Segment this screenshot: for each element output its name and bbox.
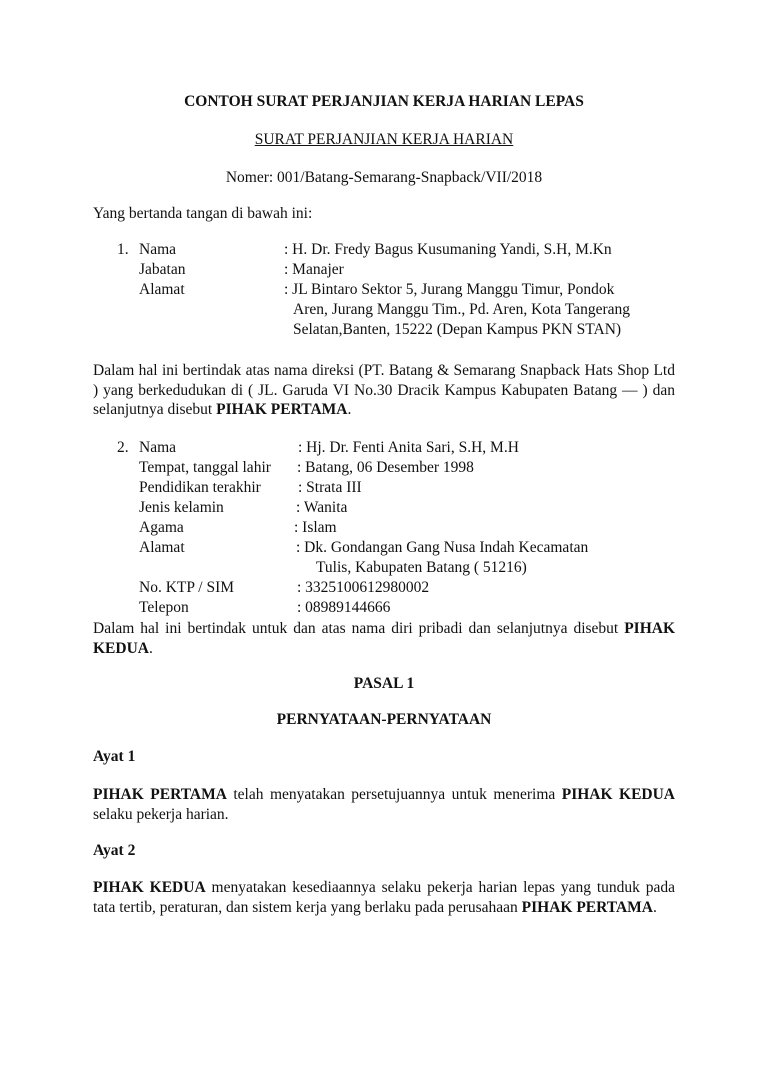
clause-two-text-1: menyatakan kesediaannya selaku pekerja harian lepas yang tunduk pada tata tertib, peraturan, dan sistem kerja yang berlaku pada perusahaan xyxy=(93,879,675,916)
party-two-address-label: Alamat xyxy=(139,539,185,556)
party-two-religion-value: : Islam xyxy=(294,519,337,536)
party-two-paragraph-text: Dalam hal ini bertindak untuk dan atas nama diri pribadi dan selanjutnya disebut xyxy=(93,620,625,637)
article-title: PERNYATAAN-PERNYATAAN xyxy=(276,711,492,728)
party-two-number: 2. xyxy=(117,439,129,456)
party-two-designation: PIHAK KEDUA xyxy=(93,620,675,657)
party-two-birth-label: Tempat, tanggal lahir xyxy=(139,459,271,476)
party-one-paragraph xyxy=(93,361,675,420)
party-two-name-label: Nama xyxy=(139,439,177,456)
document-heading: CONTOH SURAT PERJANJIAN KERJA HARIAN LEPAS xyxy=(184,93,584,110)
clause-two-bold-2: PIHAK PERTAMA xyxy=(521,898,653,916)
clause-one-heading: Ayat 1 xyxy=(93,748,136,765)
clause-two-heading: Ayat 2 xyxy=(93,842,136,859)
party-one-paragraph-text: Dalam hal ini bertindak atas nama direksi (PT. Batang & Semarang Snapback Hats Shop Ltd ) yang berkedudukan di ( JL. Garuda VI No.30 Dracik Kampus Kabupaten Batang — ) dan selanjutnya disebut xyxy=(93,362,675,418)
party-two-gender-label: Jenis kelamin xyxy=(139,499,224,516)
party-one-address-line2: Aren, Jurang Manggu Tim., Pd. Aren, Kota Tangerang xyxy=(293,301,631,318)
party-one-number: 1. xyxy=(117,241,129,258)
party-one-name-value: : H. Dr. Fredy Bagus Kusumaning Yandi, S.H, M.Kn xyxy=(284,241,612,258)
clause-two-text xyxy=(93,878,675,917)
party-two-address-line2: Tulis, Kabupaten Batang ( 51216) xyxy=(316,559,527,576)
agreement-title: SURAT PERJANJIAN KERJA HARIAN xyxy=(254,131,514,148)
article-number: PASAL 1 xyxy=(353,675,415,692)
party-two-gender-value: : Wanita xyxy=(296,499,348,516)
party-one-designation: PIHAK PERTAMA xyxy=(216,401,348,418)
clause-one-text xyxy=(93,785,675,824)
document-number: Nomer: 001/Batang-Semarang-Snapback/VII/2018 xyxy=(225,169,543,186)
party-two-address-value: : Dk. Gondangan Gang Nusa Indah Kecamatan xyxy=(296,539,589,556)
party-two-id-label: No. KTP / SIM xyxy=(139,579,235,596)
party-two-phone-value: : 08989144666 xyxy=(297,599,391,616)
party-two-education-value: : Strata III xyxy=(298,479,362,496)
clause-one-bold-1: PIHAK PERTAMA xyxy=(93,786,227,803)
party-two-id-value: : 3325100612980002 xyxy=(297,579,430,596)
party-two-paragraph xyxy=(93,619,675,658)
clause-one-bold-2: PIHAK KEDUA xyxy=(561,786,675,803)
clause-one-text-2: selaku pekerja harian. xyxy=(93,805,229,823)
clause-two-text-2: . xyxy=(653,898,657,916)
party-one-name-label: Nama xyxy=(139,241,177,258)
party-two-religion-label: Agama xyxy=(139,519,184,536)
intro-text: Yang bertanda tangan di bawah ini: xyxy=(93,205,313,222)
party-one-address-line3: Selatan,Banten, 15222 (Depan Kampus PKN STAN) xyxy=(293,321,622,338)
clause-one-text-1: telah menyatakan persetujuannya untuk menerima xyxy=(226,786,562,803)
party-two-education-label: Pendidikan terakhir xyxy=(139,479,261,496)
party-one-address-label: Alamat xyxy=(139,281,185,298)
clause-two-bold-1: PIHAK KEDUA xyxy=(93,879,206,896)
party-two-paragraph-end: . xyxy=(148,639,153,657)
party-two-name-value: : Hj. Dr. Fenti Anita Sari, S.H, M.H xyxy=(298,439,519,456)
party-two-phone-label: Telepon xyxy=(139,599,189,616)
party-two-birth-value: : Batang, 06 Desember 1998 xyxy=(297,459,474,476)
party-one-paragraph-end: . xyxy=(347,401,352,418)
party-one-position-value: : Manajer xyxy=(284,261,344,278)
party-one-address-value: : JL Bintaro Sektor 5, Jurang Manggu Timur, Pondok xyxy=(284,281,615,298)
party-one-position-label: Jabatan xyxy=(139,261,186,278)
